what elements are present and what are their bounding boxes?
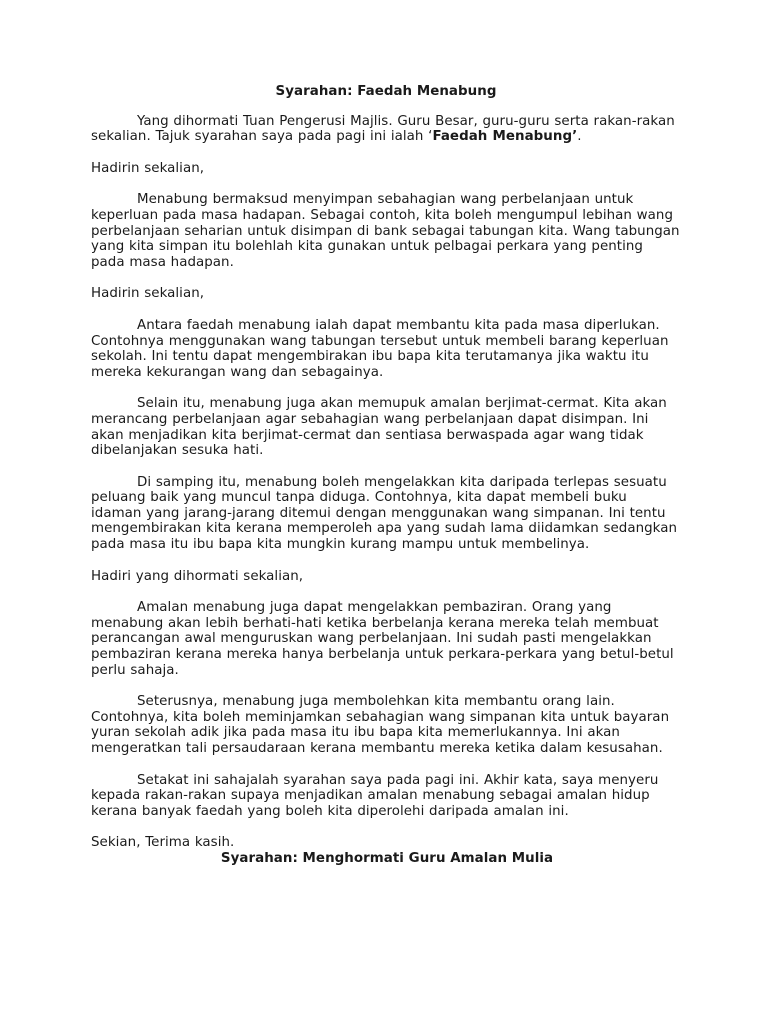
salutation-line: Hadirin sekalian,: [91, 160, 205, 176]
body-paragraph: Setakat ini sahajalah syarahan saya pada pagi ini. Akhir kata, saya menyeru kepada rakan-rakan supaya menjadikan amalan menabung sebagai amalan hidup kerana banyak faedah yang boleh kita diperolehi daripada amalan ini.: [91, 772, 659, 819]
next-speech-title: Syarahan: Menghormati Guru Amalan Mulia: [220, 850, 554, 866]
speech-topic-emphasis: Faedah Menabung’: [432, 129, 578, 145]
document-page: [91, 84, 681, 867]
document-title: Syarahan: Faedah Menabung: [275, 84, 497, 99]
salutation-line: Hadiri yang dihormati sekalian,: [91, 568, 304, 584]
body-paragraph: Amalan menabung juga dapat mengelakkan pembaziran. Orang yang menabung akan lebih berhati-hati ketika berbelanja kerana mereka telah membuat perancangan awal menguruskan wang perbelanjaan. Ini sudah pasti mengelakkan pembaziran kerana mereka hanya berbelanja untuk perkara-perkara yang betul-betul perlu sahaja.: [91, 600, 674, 678]
closing-line: Sekian, Terima kasih.: [91, 835, 235, 851]
body-paragraph: Selain itu, menabung juga akan memupuk amalan berjimat-cermat. Kita akan merancang perbelanjaan agar sebahagian wang perbelanjaan dapat disimpan. Ini akan menjadikan kita berjimat-cermat dan sentiasa berwaspada agar wang tidak dibelanjakan sesuka hati.: [91, 396, 667, 459]
body-paragraph: Antara faedah menabung ialah dapat membantu kita pada masa diperlukan. Contohnya menggunakan wang tabungan tersebut untuk membeli barang keperluan sekolah. Ini tentu dapat mengembirakan ibu bapa kita terutamanya jika waktu itu mereka kekurangan wang dan sebagainya.: [91, 317, 669, 380]
speech-body: [91, 161, 681, 820]
opening-text-end: .: [577, 129, 582, 145]
body-paragraph: Menabung bermaksud menyimpan sebahagian wang perbelanjaan untuk keperluan pada masa hadapan. Sebagai contoh, kita boleh mengumpul lebihan wang perbelanjaan seharian untuk disimpan di bank sebagai tabungan kita. Wang tabungan yang kita simpan itu bolehlah kita gunakan untuk pelbagai perkara yang penting pada masa hadapan.: [91, 192, 680, 270]
opening-text: Yang dihormati Tuan Pengerusi Majlis. Guru Besar, guru-guru serta rakan-rakan sekalian. Tajuk syarahan saya pada pagi ini ialah ‘: [91, 113, 675, 145]
salutation-line: Hadirin sekalian,: [91, 286, 205, 302]
body-paragraph: Di samping itu, menabung boleh mengelakkan kita daripada terlepas sesuatu peluang baik yang muncul tanpa diduga. Contohnya, kita dapat membeli buku idaman yang jarang-jarang ditemui dengan menggunakan wang simpanan. Ini tentu mengembirakan kita kerana memperoleh apa yang sudah lama diidamkan sedangkan pada masa itu ibu bapa kita mungkin kurang mampu untuk membelinya.: [91, 474, 678, 553]
body-paragraph: Seterusnya, menabung juga membolehkan kita membantu orang lain. Contohnya, kita boleh meminjamkan sebahagian wang simpanan kita untuk bayaran yuran sekolah adik jika pada masa itu ibu bapa kita memerlukannya. Ini akan mengeratkan tali persaudaraan kerana membantu mereka ketika dalam kesusahan.: [91, 694, 670, 756]
opening-paragraph: [91, 114, 681, 145]
